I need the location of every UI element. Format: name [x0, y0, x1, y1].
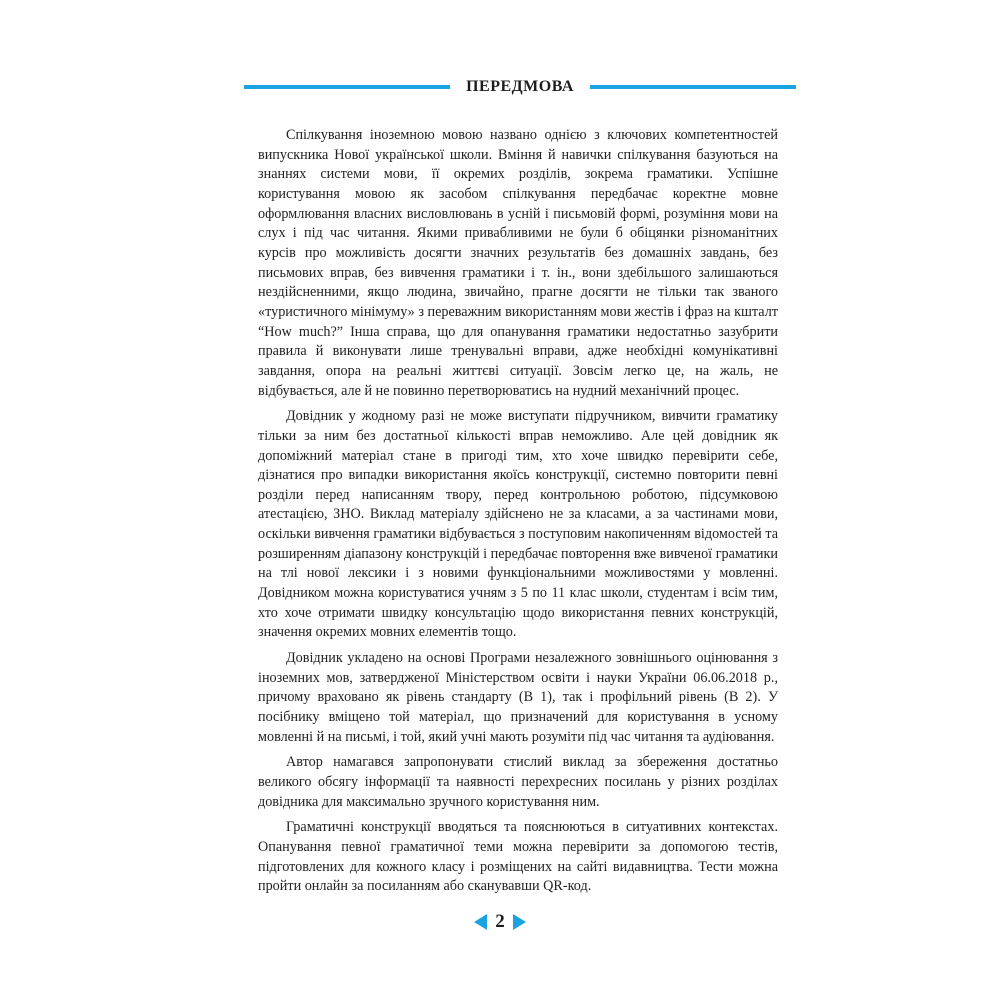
triangle-right-icon	[513, 914, 526, 930]
body-text	[258, 126, 778, 903]
header-rule-right	[590, 85, 796, 89]
paragraph-3: Довідник укладено на основі Програми незалежного зовнішнього оцінювання з іноземних мов, затвердженої Міністерством освіти і науки України 06.06.2018 р., причому враховано як рівень стандарту (В 1), так і профільний рівень (В 2). У посібнику вміщено той матеріал, що призначений для користування в усному мовленні й на письмі, і той, який учні мають розуміти під час читання та аудіювання.	[258, 650, 778, 745]
paragraph-4: Автор намагався запропонувати стислий виклад за збереження достатньо великого обсягу інформації та наявності перехресних посилань у різних розділах довідника для максимально зручного користування ним.	[258, 754, 778, 810]
triangle-left-icon	[474, 914, 487, 930]
paragraph-2: Довідник у жодному разі не може виступати підручником, вивчити граматику тільки за ним без достатньої кількості вправ неможливо. Але цей довідник як допоміжний матеріал стане в пригоді тим, хто хоче швидко перевірити себе, дізнатися про випадки використання якоїсь конструкції, системно повторити певні розділи перед написанням твору, перед контрольною роботою, підсумковою атестацією, ЗНО. Виклад матеріалу здійснено не за класами, а за частинами мови, оскільки вивчення граматики відбувається з поступовим накопиченням відомостей та розширенням діапазону конструкцій і передбачає повторення вже вивченої граматики на тлі нової лексики і з новими функціональними можливостями у мовленні. Довідником можна користуватися учням з 5 по 11 клас школи, студентам і всім тим, хто хоче отримати швидку консультацію щодо використання певних конструкцій, значення окремих мовних елементів тощо.	[258, 408, 778, 641]
header-rule-left	[244, 85, 450, 89]
page-header	[244, 72, 796, 102]
page-title: ПЕРЕДМОВА	[466, 78, 574, 95]
paragraph-1: Спілкування іноземною мовою названо однією з ключових компетентностей випускника Нової української школи. Вміння й навички спілкування базуються на знаннях системи мови, її окремих розділів, зокрема граматики. Успішне користування мовою як засобом спілкування передбачає коректне мовне оформлювання власних висловлювань в усній і письмовій формі, розуміння мови на слух і під час читання. Якими привабливими не були б обіцянки різноманітних курсів про можливість досягти значних результатів без домашніх завдань, без письмових вправ, без вивчення граматики і т. ін., вони здебільшого залишаються нездійсненними, якщо людина, звичайно, прагне досягти не тільки так званого «туристичного мінімуму» з переважним використанням мови жестів і фраз на кшталт “How much?” Інша справа, що для опанування граматики недостатньо зазубрити правила й виконувати лише тренувальні вправи, адже необхідні комунікативні завдання, опора на реальні життєві ситуації. Зовсім легко це, на жаль, не відбувається, але й не повинно перетворюватись на нудний механічний процес.	[258, 127, 778, 399]
page-number: 2	[495, 911, 505, 932]
paragraph-5: Граматичні конструкції вводяться та пояснюються в ситуативних контекстах. Опанування певної граматичної теми можна перевірити за допомогою тестів, підготовлених для кожного класу і розміщених на сайті видавництва. Тести можна пройти онлайн за посиланням або сканувавши QR-код.	[258, 819, 778, 895]
page-footer	[0, 908, 1000, 936]
